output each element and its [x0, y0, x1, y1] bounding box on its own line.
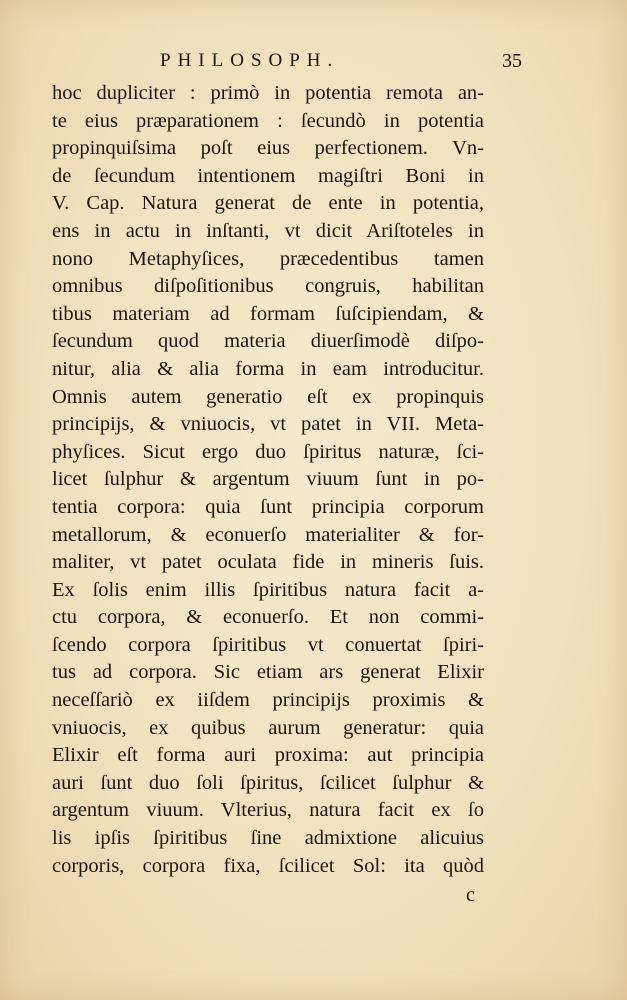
text-line: auri ſunt duo ſoli ſpiritus, ſcilicet ſulphur &: [52, 771, 484, 794]
text-line: tibus materiam ad formam ſuſcipiendam, &: [52, 302, 484, 325]
text-line: ſecundum quod materia diuerſimodè diſpo-: [52, 330, 484, 353]
signature-mark: c: [466, 884, 475, 906]
text-line: corporis, corpora fixa, ſcilicet Sol: ita quòd: [52, 854, 484, 877]
text-line: Elixir eſt forma auri proxima: aut principia: [52, 744, 484, 767]
text-line: ſcendo corpora ſpiritibus vt conuertat ſpiri-: [52, 633, 484, 656]
running-head-title: PHILOSOPH.: [160, 50, 340, 71]
text-line: phyſices. Sicut ergo duo ſpiritus naturæ, ſci-: [52, 440, 484, 463]
text-line: lis ipſis ſpiritibus ſine admixtione alicuius: [52, 827, 484, 850]
text-line: propinquiſsima poſt eius perfectionem. Vn-: [52, 137, 484, 160]
text-line: neceſſariò ex iiſdem principijs proximis &: [52, 689, 484, 712]
text-line: tus ad corpora. Sic etiam ars generat Elixir: [52, 661, 484, 684]
text-line: V. Cap. Natura generat de ente in potentia,: [52, 192, 484, 215]
text-line: tentia corpora: quia ſunt principia corporum: [52, 495, 484, 518]
text-line: argentum viuum. Vlterius, natura facit ex ſo: [52, 799, 484, 822]
running-head: [52, 50, 522, 80]
body-text: [52, 80, 484, 880]
text-line: omnibus diſpoſitionibus congruis, habilitan: [52, 275, 484, 298]
text-line: ens in actu in inſtanti, vt dicit Ariſtoteles in: [52, 219, 484, 242]
text-line: nitur, alia & alia forma in eam introducitur.: [52, 357, 484, 380]
text-line: principijs, & vniuocis, vt patet in VII. Meta-: [52, 413, 484, 436]
text-line: maliter, vt patet oculata fide in mineris ſuis.: [52, 551, 484, 574]
text-line: metallorum, & econuerſo materialiter & for-: [52, 523, 484, 546]
text-line: licet ſulphur & argentum viuum ſunt in po-: [52, 468, 484, 491]
text-line: Omnis autem generatio eſt ex propinquis: [52, 385, 484, 408]
text-line: de ſecundum intentionem magiſtri Boni in: [52, 164, 484, 187]
text-line: ctu corpora, & econuerſo. Et non commi-: [52, 606, 484, 629]
text-line: Ex ſolis enim illis ſpiritibus natura facit a-: [52, 578, 484, 601]
text-line: hoc dupliciter : primò in potentia remota an-: [52, 82, 484, 104]
text-line: vniuocis, ex quibus aurum generatur: quia: [52, 716, 484, 739]
text-line: nono Metaphyſices, præcedentibus tamen: [52, 247, 484, 270]
page-number: 35: [502, 50, 522, 72]
text-line: te eius præparationem : ſecundò in potentia: [52, 109, 484, 132]
